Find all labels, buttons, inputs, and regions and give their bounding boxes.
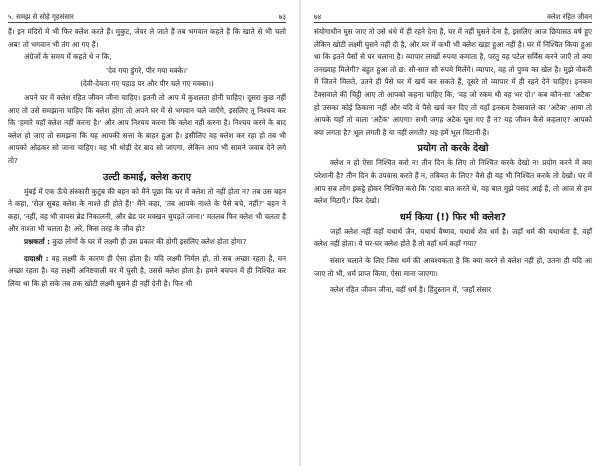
right-running-header <box>314 0 592 23</box>
right-page-number: ७४ <box>314 13 322 21</box>
section-heading: उल्टी कमाई, क्लेश कराए <box>102 171 192 183</box>
question-paragraph <box>8 236 286 249</box>
question-text: कुछ लोगों के घर में लक्ष्मी ही उस प्रकार की होगी इसलिए क्लेश होता होगा? <box>52 236 247 246</box>
paragraph: अंग्रेजों के समय में कहते थे न कि, <box>24 52 112 62</box>
section-heading: धर्म किया (!) फिर भी क्लेश? <box>399 211 507 223</box>
quote-explanation: (देवी-देवता गए पहाड़ पर और पीर चले गए मक्का।) <box>80 79 214 89</box>
speaker-label: दादाश्री : <box>24 253 49 263</box>
paragraph: क्लेश न हो ऐसा निश्चित करो न! तीन दिन के लिए तो निश्चित करके देखो न! प्रयोग करने में क्या परेशानी है? तीन दिन के उपवास करते हैं न, तबियत के लिए? वैसे ही यह भी निश्चित करके तो देखो। घर में आप सब लोग इकट्ठे होकर निश्चित करो कि 'दादा बात करते थे, वह बात मुझे पसंद आई है, तो आज से हम क्लेश मिटाएँ।' फिर देखो। <box>314 158 592 206</box>
answer-text: वह लक्ष्मी के कारण ही ऐसा होता है। यदि लक्ष्मी निर्मल हो, तो सब अच्छा रहता है, मन अच्छा रहता है। यह लक्ष्मी अनिष्टवाली घर में घुसी है, उससे क्लेश होता है। हमने बचपन में ही निश्चित कर लिया था कि हो सके तब तक खोटी लक्ष्मी घुसने ही नहीं देनी है। फिर भी <box>8 253 286 288</box>
paragraph: हैं। इन मंदिरों में भी फिर क्लेश करते हैं। मुकुट, जेवर ले जाते हैं तब भगवान कहते हैं कि खाते से भी चलो अब! तो भगवान भी तंग आ गए हैं। <box>8 27 286 49</box>
paragraph: मुंबई में एक ऊँचे संस्कारी कुटुंब की बहन को मैंने पूछा कि घर में क्लेश तो नहीं होता न? तब उस बहन ने कहा, 'रोज़ सुबह क्लेश के नाश्ते ही होते हैं!' मैंने कहा, 'तब आपके नाश्ते के पैसे बचे, नहीं?' बहन ने कहा, 'नहीं, वह भी वापस ब्रेड निकालनी, और ब्रेड पर मक्खन चुपड़ते जाना।' मतलब फिर क्लेश भी चलता है और नाश्ता भी चलता है! अरे, किस तरह के जीव हो? <box>8 186 286 234</box>
paragraph: अपने घर में क्लेश रहित जीवन जीना चाहिए। इतनी तो आप में कुशलता होनी चाहिए। दूसरा कुछ नहीं आए तो उसे समझाना चाहिए कि क्लेश होगा तो अपने घर में से भगवान चले जाएँगे, इसलिए तू निश्चय कर कि 'हमारे यहाँ क्लेश नहीं करना है।' और आप निश्चय करना कि क्लेश नहीं करना है। निश्चय करने के बाद क्लेश हो जाए तो समझना कि यह आपकी सत्ता के बाहर हुआ है। इसीलिए वह क्लेश कर रहा हो तब भी आपको ओढ़कर सो जाना चाहिए। वह भी थोड़ी देर बाद सो जाएगा, लेकिन आप भी सामने जवाब देने लगे तो? <box>8 92 286 165</box>
right-page <box>300 0 600 466</box>
section-heading: प्रयोग तो करके देखो <box>417 143 489 155</box>
right-header-title: क्लेश रहित जीवन <box>547 13 592 21</box>
answer-paragraph <box>8 253 286 291</box>
speaker-label: प्रश्नकर्ता : <box>24 236 51 246</box>
paragraph: संयोगाधीन घुस जाए तो उसे धंधे में ही रहने देना है, घर में नहीं घुसने देना है, इसलिए आज छियासठ वर्ष हुए लेकिन खोटी लक्ष्मी घुसने नहीं दी है, और घर में कभी भी क्लेश खड़ा हुआ नहीं है। घर में निश्चित किया हुआ था कि इतने पैसों से घर चलाना है। व्यापार लाखों रुपया कमाता है, परंतु यह पटेल सर्विस करने जाएँ तो क्या तनख्वाह मिलेगी? बहुत हुआ तो छ: सौ-सात सौ रुपये मिलेंगे। व्यापार, वह तो पुण्य का खेल है। मुझे नौकरी में जितने मिलते, उतने ही पैसे घर में खर्च कर सकते हैं, दूसरे तो व्यापार में ही रहने देने चाहिए। इनकम टैक्सवाले की चिट्ठी आए तो आपको कहना चाहिए कि, 'वह जो रकम थी वह भर दो।' कब कौन-सा 'अटैक' हो उसका कोई ठिकाना नहीं और यदि वे पैसे खर्च कर दिए तो यहाँ इनकम टैक्सवाले का 'अटैक' आया तो आपके यहाँ तो वाला 'अटैक' आएगा! सभी जगह अटैक घुस गए हैं न? यह जीवन कैसे कहलाए? आपको क्या लगता है? भूल लगती है या नहीं लगती? यह हमें भूल मिटानी है। <box>314 27 592 137</box>
paragraph: जहाँ क्लेश नहीं वहाँ यथार्थ जैन, यथार्थ वैष्णव, यथार्थ शैव धर्म है। जहाँ धर्म की यथार्थता है, वहाँ क्लेश नहीं होता। ये घर-घर क्लेश होते हैं तो वहाँ धर्म कहाँ गया? <box>314 226 592 249</box>
quoted-saying: 'देव गया डुंगरे, पीर गया मक्के।' <box>106 65 188 75</box>
left-header-title: ५. समझ से सोहे गृहसंसार <box>8 13 74 21</box>
left-page-number: ७३ <box>278 13 286 21</box>
paragraph: क्लेश रहित जीवन जीना, वहीं धर्म है। हिंदुस्तान में, 'जहाँ संसार <box>330 285 492 295</box>
left-running-header <box>8 0 286 23</box>
paragraph: संसार चलाने के लिए जिस धर्म की आवश्यकता है कि क्या करने से क्लेश नहीं हो, उतना ही यदि आ जाए तो भी, धर्म प्राप्त किया, ऐसा माना जाएगा। <box>314 255 592 278</box>
